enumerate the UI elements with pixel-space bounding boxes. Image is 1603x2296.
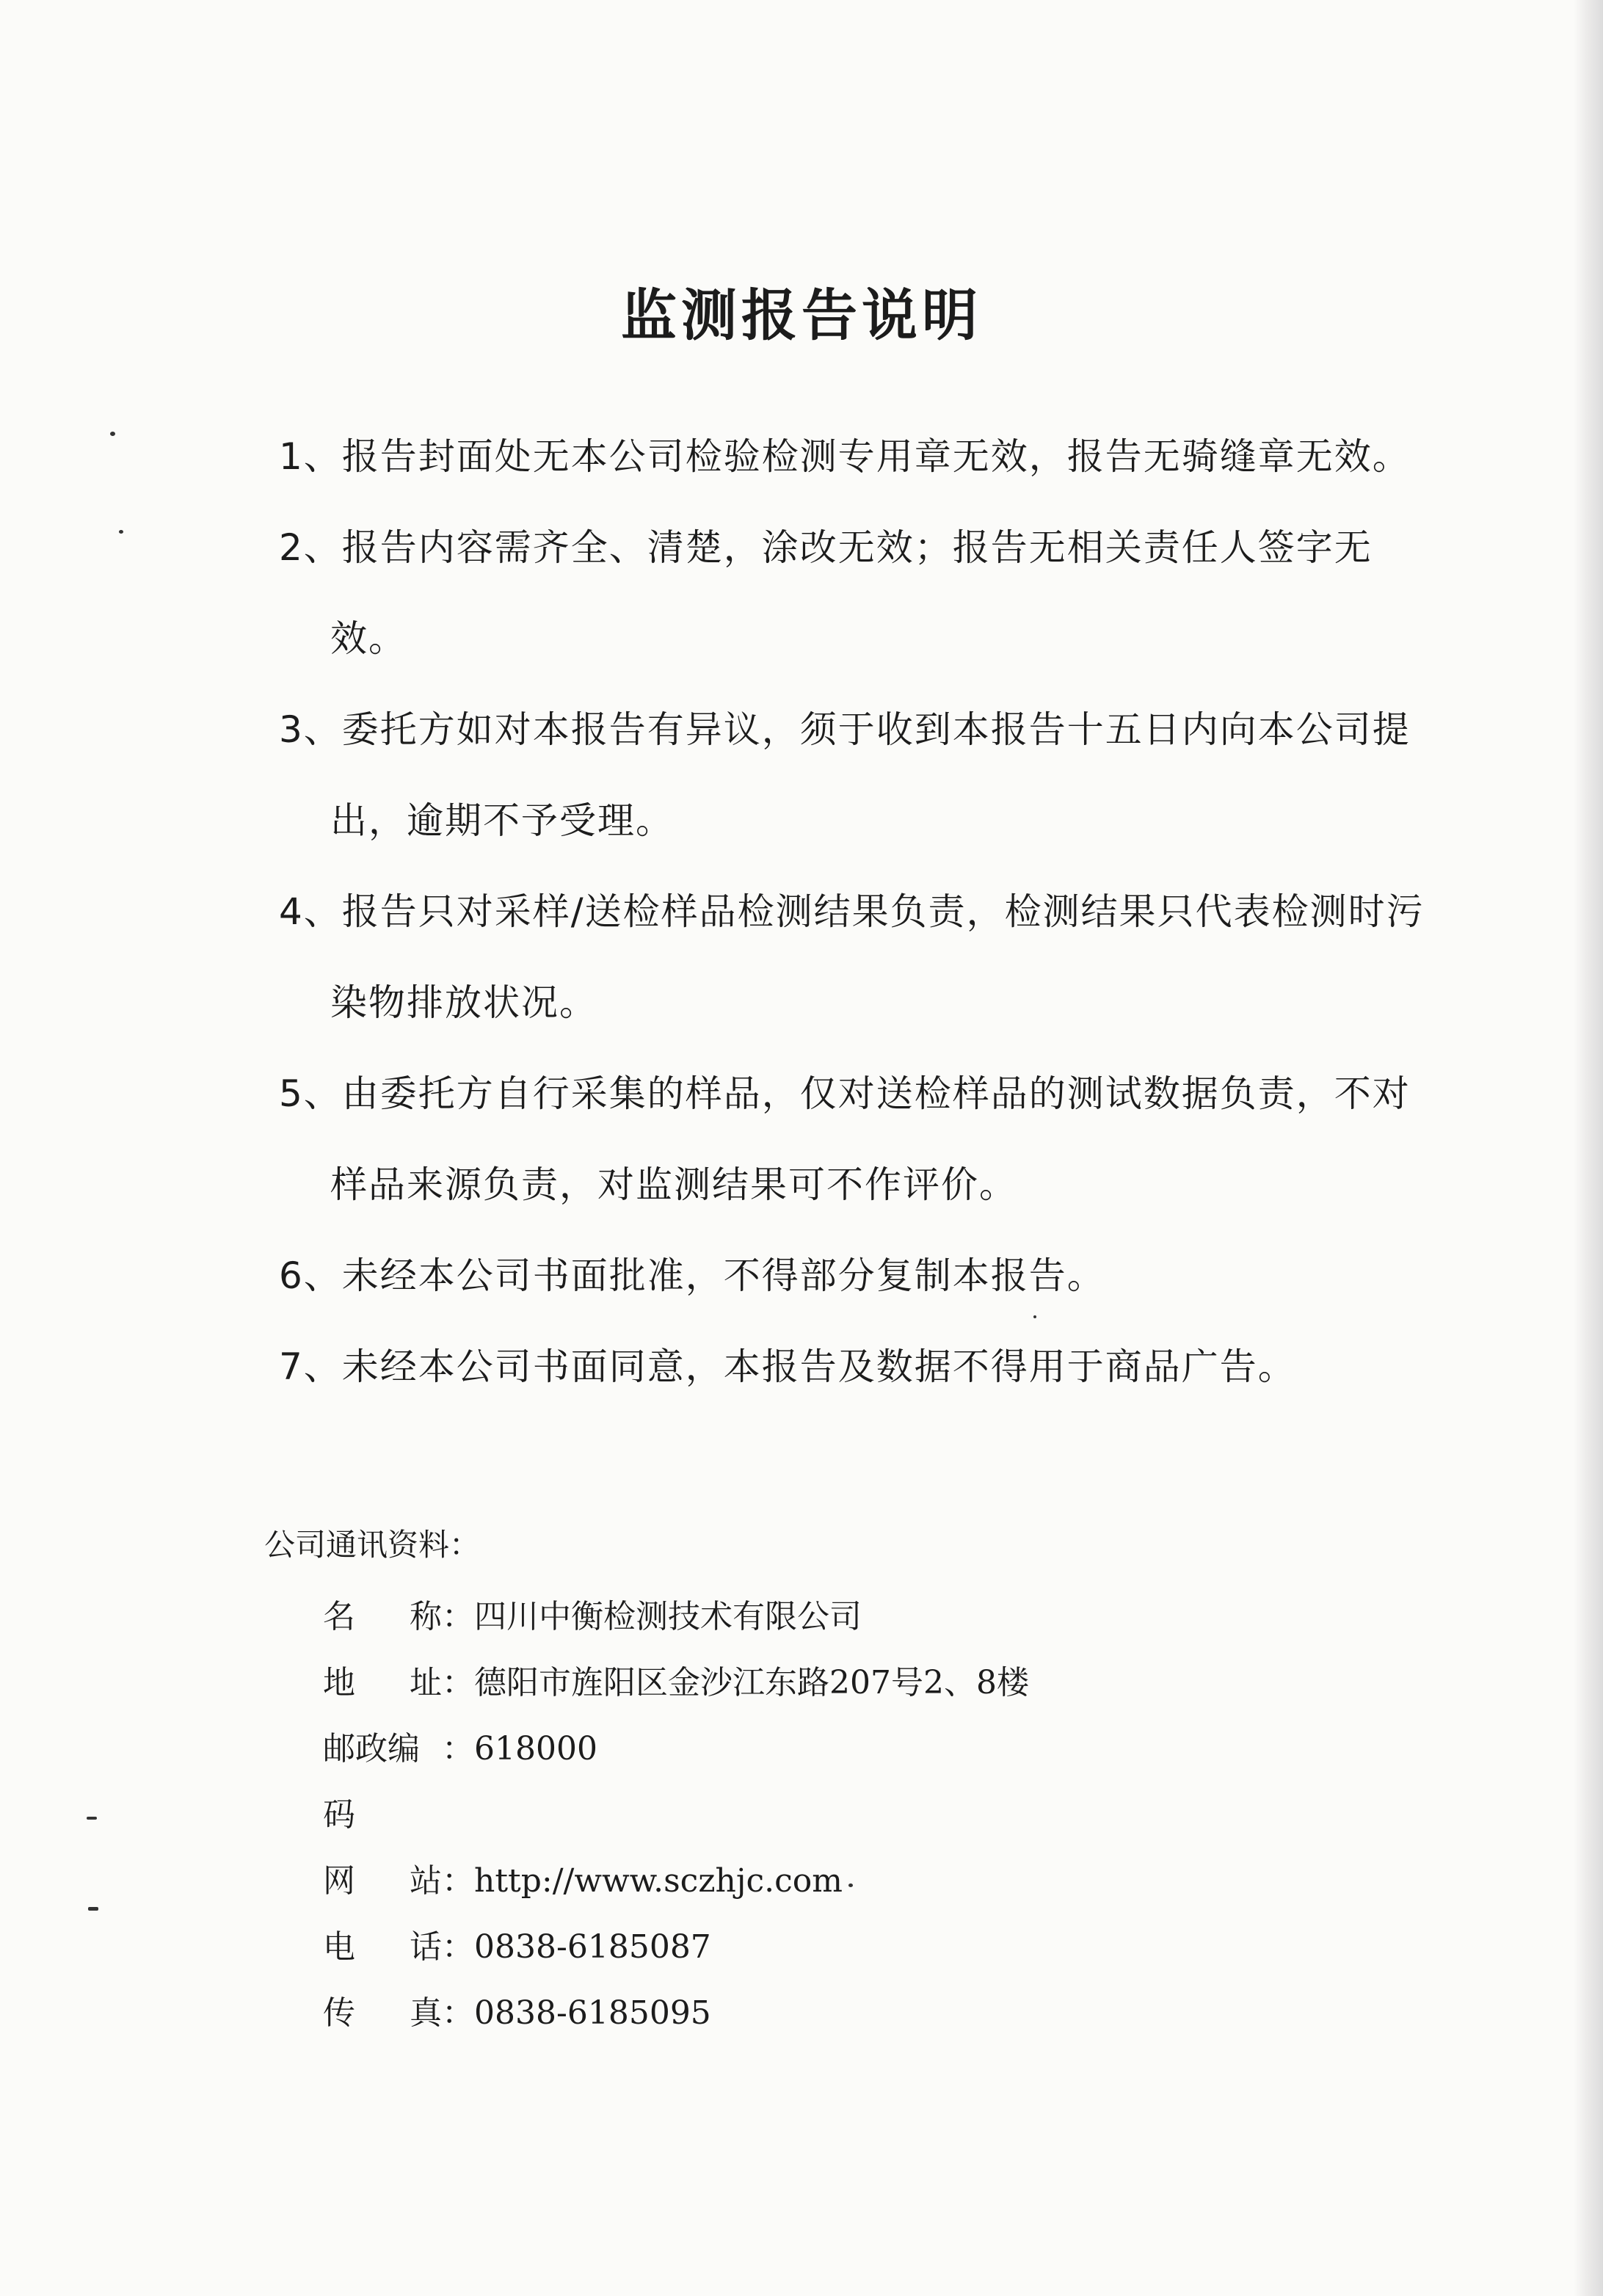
contact-heading: 公司通讯资料： [264,1527,481,1563]
note-item-3: 3、委托方如对本报告有异议，须于收到本报告十五日内向本公司提出，逾期不予受理。 [279,708,1411,842]
note-item-6: 6、未经本公司书面批准，不得部分复制本报告。 [279,1254,1105,1297]
company-name-value: 四川中衡检测技术有限公司 [474,1598,862,1635]
contact-label-part: 称： [410,1598,474,1635]
contact-label-part: 网 [323,1862,355,1900]
contact-label-part: 名 [323,1598,355,1635]
note-item-1: 1、报告封面处无本公司检验检测专用章无效，报告无骑缝章无效。 [279,435,1411,478]
contact-row-fax [264,1980,1218,2046]
note-item-4: 4、报告只对采样/送检样品检测结果负责，检测结果只代表检测时污染物排放状况。 [279,890,1425,1024]
document-title: 监测报告说明 [621,282,982,348]
contact-row-website [264,1848,1218,1914]
contact-label-part: ： [442,1730,474,1768]
postcode-value: 618000 [474,1730,597,1768]
contact-label-part: 址： [410,1664,474,1701]
contact-row-address [264,1650,1218,1716]
scan-speck [119,530,123,534]
contact-row-postcode [264,1716,1218,1848]
scan-speck [110,432,115,436]
scan-speck [1033,1315,1036,1318]
contact-section [264,1519,1218,2046]
contact-label [323,1716,474,1848]
fax-value: 0838-6185095 [474,1994,711,2032]
contact-label-part: 电 [323,1928,355,1966]
contact-row-phone [264,1914,1218,1980]
contact-label [323,1650,474,1716]
scan-speck [848,1883,853,1887]
contact-label-part: 站： [410,1862,474,1900]
contact-row-name [264,1584,1218,1650]
notes-list [279,411,1439,1412]
contact-label-part: 话： [410,1928,474,1966]
contact-label [323,1914,474,1980]
contact-label-part: 传 [323,1994,355,2032]
address-value: 德阳市旌阳区金沙江东路207号2、8楼 [474,1664,1029,1701]
contact-label-part: 地 [323,1664,355,1701]
note-item-7: 7、未经本公司书面同意，本报告及数据不得用于商品广告。 [279,1345,1296,1388]
contact-label-part: 真： [410,1994,474,2032]
scan-speck [88,1907,98,1911]
phone-value: 0838-6185087 [474,1928,711,1966]
contact-label [323,1848,474,1914]
contact-label-part: 邮政编码 [323,1730,420,1834]
note-item-5: 5、由委托方自行采集的样品，仅对送检样品的测试数据负责，不对样品来源负责，对监测结果可不作评价。 [279,1072,1411,1206]
contact-label [323,1584,474,1650]
contact-label [323,1980,474,2046]
scan-speck [87,1817,97,1820]
note-item-2: 2、报告内容需齐全、清楚，涂改无效；报告无相关责任人签字无效。 [279,526,1373,660]
website-value: http://www.sczhjc.com [474,1862,843,1900]
